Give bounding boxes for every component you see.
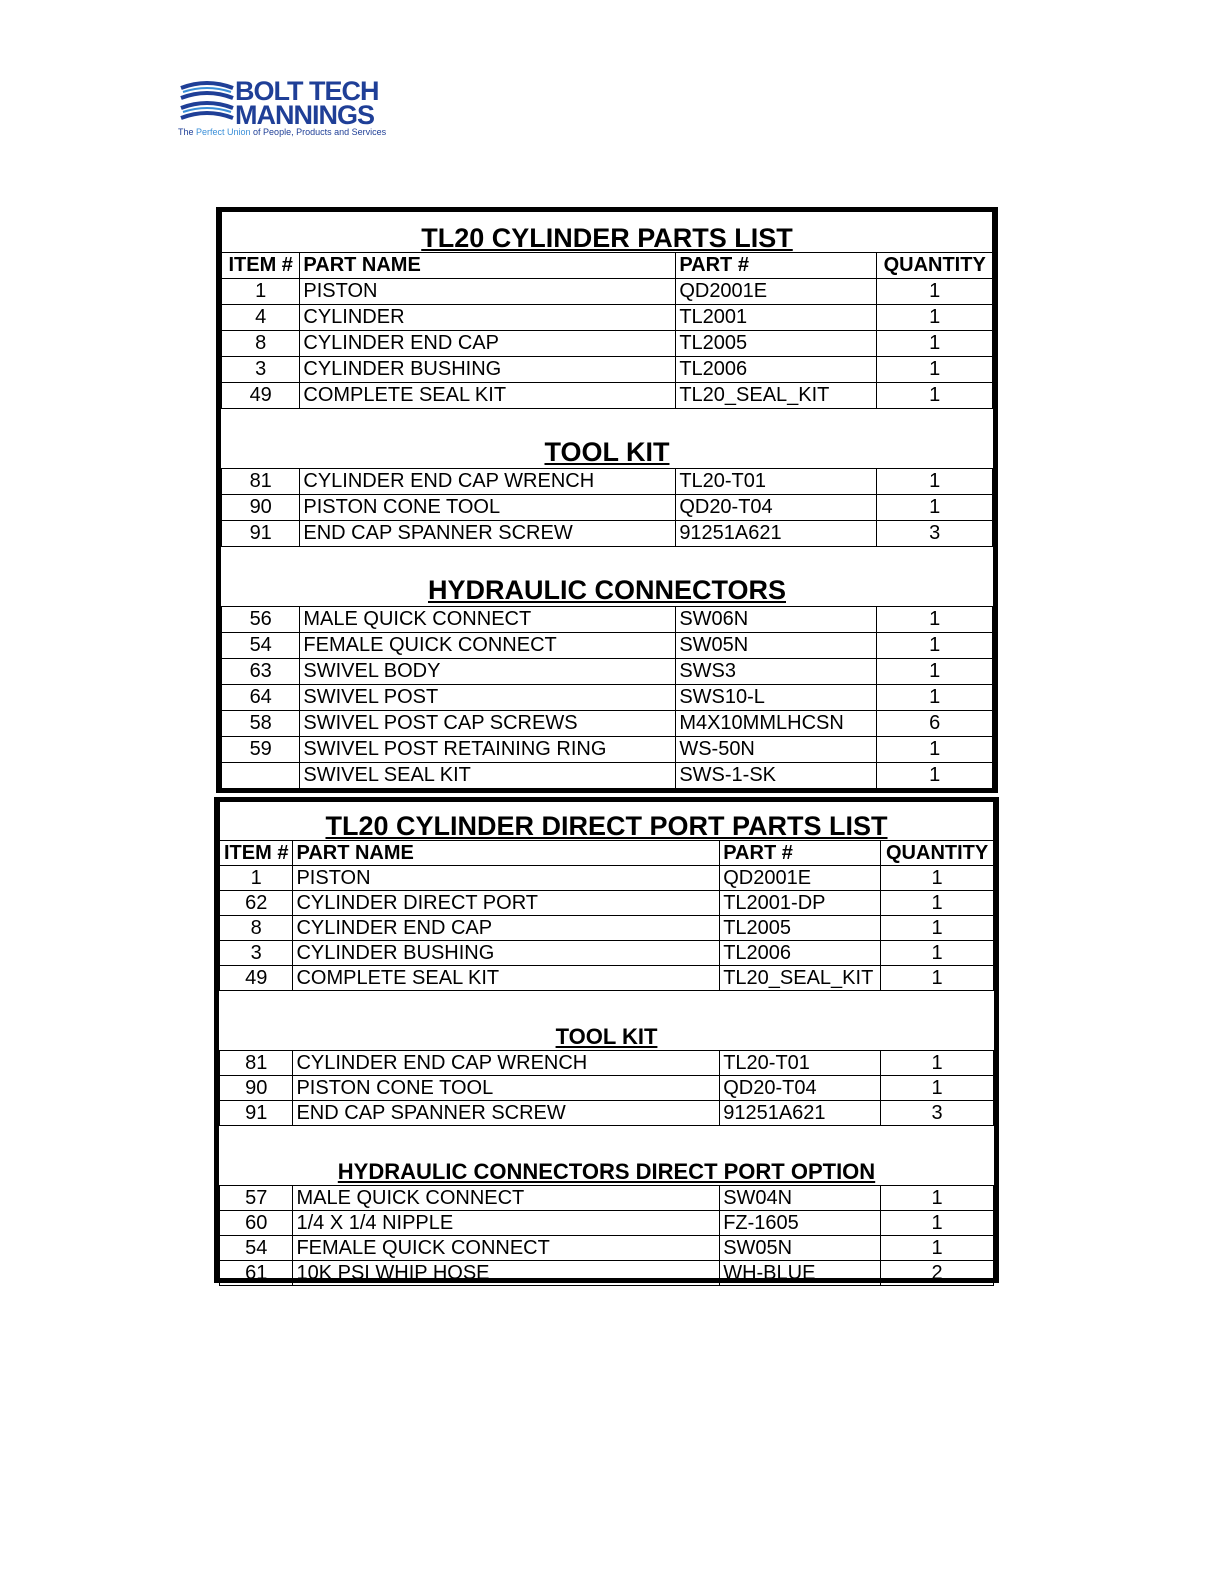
item-number-cell: 59 — [222, 736, 300, 762]
item-number-cell: 64 — [222, 684, 300, 710]
quantity-cell: 1 — [877, 606, 993, 632]
quantity-cell: 1 — [881, 1210, 994, 1235]
item-number-cell: 3 — [222, 356, 300, 382]
item-number-cell: 60 — [220, 1210, 293, 1235]
quantity-cell: 1 — [881, 915, 994, 940]
part-number-cell: QD2001E — [720, 865, 881, 890]
part-number-cell: QD20-T04 — [720, 1075, 881, 1100]
section-title-row — [220, 1125, 994, 1185]
part-name-cell: CYLINDER BUSHING — [300, 356, 676, 382]
table-row — [222, 356, 993, 382]
item-number-cell: 56 — [222, 606, 300, 632]
quantity-cell: 1 — [881, 890, 994, 915]
table-row — [220, 915, 994, 940]
item-number-cell: 1 — [222, 278, 300, 304]
item-number-cell: 4 — [222, 304, 300, 330]
part-name-cell: COMPLETE SEAL KIT — [293, 965, 720, 990]
part-name-cell: END CAP SPANNER SCREW — [300, 520, 676, 546]
item-number-cell: 49 — [222, 382, 300, 408]
table-row — [222, 762, 993, 788]
part-name-cell: FEMALE QUICK CONNECT — [293, 1235, 720, 1260]
parts-list-table — [216, 207, 998, 793]
item-number-cell: 90 — [222, 494, 300, 520]
table-row — [222, 684, 993, 710]
part-name-cell: END CAP SPANNER SCREW — [293, 1100, 720, 1125]
item-number-cell: 63 — [222, 658, 300, 684]
part-name-cell: CYLINDER END CAP — [293, 915, 720, 940]
table-row — [220, 1050, 994, 1075]
section-title: TOOL KIT — [222, 408, 993, 468]
item-number-cell: 54 — [220, 1235, 293, 1260]
part-name-cell: PISTON CONE TOOL — [293, 1075, 720, 1100]
quantity-cell: 1 — [881, 965, 994, 990]
section-title-row — [222, 408, 993, 468]
item-number-cell: 81 — [222, 468, 300, 494]
quantity-cell: 6 — [877, 710, 993, 736]
part-name-cell: SWIVEL POST RETAINING RING — [300, 736, 676, 762]
part-number-cell: TL2001-DP — [720, 890, 881, 915]
part-name-cell: PISTON — [293, 865, 720, 890]
item-number-cell: 3 — [220, 940, 293, 965]
part-name-cell: CYLINDER — [300, 304, 676, 330]
quantity-cell: 1 — [877, 736, 993, 762]
item-number-cell: 57 — [220, 1185, 293, 1210]
table-row — [222, 606, 993, 632]
item-number-cell: 91 — [220, 1100, 293, 1125]
header-part-number: PART # — [676, 252, 877, 278]
item-number-cell: 8 — [222, 330, 300, 356]
quantity-cell: 1 — [877, 304, 993, 330]
part-name-cell: CYLINDER BUSHING — [293, 940, 720, 965]
logo-line-2: MANNINGS — [235, 100, 374, 130]
part-name-cell: SWIVEL POST CAP SCREWS — [300, 710, 676, 736]
quantity-cell: 1 — [877, 762, 993, 788]
part-name-cell: PISTON — [300, 278, 676, 304]
table-title: TL20 CYLINDER PARTS LIST — [222, 212, 993, 252]
quantity-cell: 1 — [877, 632, 993, 658]
table-row — [220, 1235, 994, 1260]
item-number-cell: 62 — [220, 890, 293, 915]
table-row — [222, 520, 993, 546]
part-number-cell: TL20_SEAL_KIT — [676, 382, 877, 408]
section-title: HYDRAULIC CONNECTORS DIRECT PORT OPTION — [220, 1125, 994, 1185]
table-row — [222, 304, 993, 330]
table-row — [222, 736, 993, 762]
table-row — [220, 1210, 994, 1235]
part-name-cell: CYLINDER END CAP — [300, 330, 676, 356]
part-number-cell: TL2006 — [676, 356, 877, 382]
part-name-cell: PISTON CONE TOOL — [300, 494, 676, 520]
table-row — [222, 330, 993, 356]
direct-port-table-grid — [219, 802, 994, 1286]
part-number-cell: SW05N — [676, 632, 877, 658]
table-row — [220, 1185, 994, 1210]
part-number-cell: QD2001E — [676, 278, 877, 304]
table-row — [220, 965, 994, 990]
quantity-cell: 3 — [877, 520, 993, 546]
table-row — [220, 1100, 994, 1125]
header-part-number: PART # — [720, 840, 881, 865]
quantity-cell: 3 — [881, 1100, 994, 1125]
quantity-cell: 1 — [877, 330, 993, 356]
part-name-cell: COMPLETE SEAL KIT — [300, 382, 676, 408]
section-title-row — [222, 546, 993, 606]
parts-table-grid — [221, 212, 993, 789]
quantity-cell: 1 — [877, 494, 993, 520]
company-logo — [177, 78, 417, 140]
header-quantity: QUANTITY — [881, 840, 994, 865]
quantity-cell: 1 — [877, 382, 993, 408]
quantity-cell: 1 — [881, 865, 994, 890]
direct-port-parts-list-table — [214, 797, 999, 1283]
quantity-cell: 1 — [877, 468, 993, 494]
table-row — [220, 1075, 994, 1100]
quantity-cell: 1 — [877, 278, 993, 304]
header-part-name: PART NAME — [300, 252, 676, 278]
header-part-name: PART NAME — [293, 840, 720, 865]
table-row — [222, 710, 993, 736]
part-number-cell: WH-BLUE — [720, 1260, 881, 1285]
table-row — [220, 890, 994, 915]
part-number-cell: SWS3 — [676, 658, 877, 684]
part-number-cell: TL2005 — [676, 330, 877, 356]
item-number-cell: 54 — [222, 632, 300, 658]
section-title: HYDRAULIC CONNECTORS — [222, 546, 993, 606]
section-title-row — [220, 990, 994, 1050]
part-number-cell: SW04N — [720, 1185, 881, 1210]
item-number-cell: 1 — [220, 865, 293, 890]
item-number-cell: 90 — [220, 1075, 293, 1100]
table-row — [222, 494, 993, 520]
quantity-cell: 1 — [881, 1050, 994, 1075]
quantity-cell: 1 — [877, 356, 993, 382]
title-row — [220, 802, 994, 840]
table-row — [220, 865, 994, 890]
item-number-cell: 61 — [220, 1260, 293, 1285]
table-title: TL20 CYLINDER DIRECT PORT PARTS LIST — [220, 802, 994, 840]
quantity-cell: 2 — [881, 1260, 994, 1285]
quantity-cell: 1 — [877, 684, 993, 710]
part-number-cell: TL20-T01 — [676, 468, 877, 494]
part-name-cell: FEMALE QUICK CONNECT — [300, 632, 676, 658]
quantity-cell: 1 — [881, 1075, 994, 1100]
logo-line-1: BOLT TECH — [235, 76, 379, 106]
part-number-cell: TL20_SEAL_KIT — [720, 965, 881, 990]
part-number-cell: TL2006 — [720, 940, 881, 965]
quantity-cell: 1 — [881, 1185, 994, 1210]
part-name-cell: CYLINDER END CAP WRENCH — [300, 468, 676, 494]
table-row — [222, 658, 993, 684]
part-name-cell: CYLINDER END CAP WRENCH — [293, 1050, 720, 1075]
part-name-cell: MALE QUICK CONNECT — [293, 1185, 720, 1210]
part-name-cell: SWIVEL BODY — [300, 658, 676, 684]
part-number-cell: TL2001 — [676, 304, 877, 330]
item-number-cell: 8 — [220, 915, 293, 940]
part-number-cell: FZ-1605 — [720, 1210, 881, 1235]
part-name-cell: SWIVEL SEAL KIT — [300, 762, 676, 788]
logo-tagline: The Perfect Union of People, Products and Services — [178, 127, 387, 137]
part-number-cell: SW06N — [676, 606, 877, 632]
part-name-cell: MALE QUICK CONNECT — [300, 606, 676, 632]
part-name-cell: CYLINDER DIRECT PORT — [293, 890, 720, 915]
part-number-cell: QD20-T04 — [676, 494, 877, 520]
item-number-cell: 58 — [222, 710, 300, 736]
table-row — [222, 382, 993, 408]
part-number-cell: TL20-T01 — [720, 1050, 881, 1075]
header-quantity: QUANTITY — [877, 252, 993, 278]
title-row — [222, 212, 993, 252]
quantity-cell: 1 — [881, 940, 994, 965]
part-number-cell: SW05N — [720, 1235, 881, 1260]
part-name-cell: 10K PSI WHIP HOSE — [293, 1260, 720, 1285]
part-number-cell: 91251A621 — [720, 1100, 881, 1125]
coil-logo-icon — [177, 80, 237, 128]
part-name-cell: SWIVEL POST — [300, 684, 676, 710]
part-number-cell: WS-50N — [676, 736, 877, 762]
part-number-cell: 91251A621 — [676, 520, 877, 546]
quantity-cell: 1 — [877, 658, 993, 684]
header-item: ITEM # — [222, 252, 300, 278]
item-number-cell: 91 — [222, 520, 300, 546]
table-row — [220, 1260, 994, 1285]
table-row — [222, 468, 993, 494]
part-number-cell: SWS10-L — [676, 684, 877, 710]
item-number-cell: 49 — [220, 965, 293, 990]
section-title: TOOL KIT — [220, 990, 994, 1050]
table-row — [222, 278, 993, 304]
part-number-cell: TL2005 — [720, 915, 881, 940]
table-row — [220, 940, 994, 965]
part-name-cell: 1/4 X 1/4 NIPPLE — [293, 1210, 720, 1235]
part-number-cell: M4X10MMLHCSN — [676, 710, 877, 736]
item-number-cell — [222, 762, 300, 788]
item-number-cell: 81 — [220, 1050, 293, 1075]
header-row — [222, 252, 993, 278]
header-row — [220, 840, 994, 865]
header-item: ITEM # — [220, 840, 293, 865]
quantity-cell: 1 — [881, 1235, 994, 1260]
table-row — [222, 632, 993, 658]
part-number-cell: SWS-1-SK — [676, 762, 877, 788]
